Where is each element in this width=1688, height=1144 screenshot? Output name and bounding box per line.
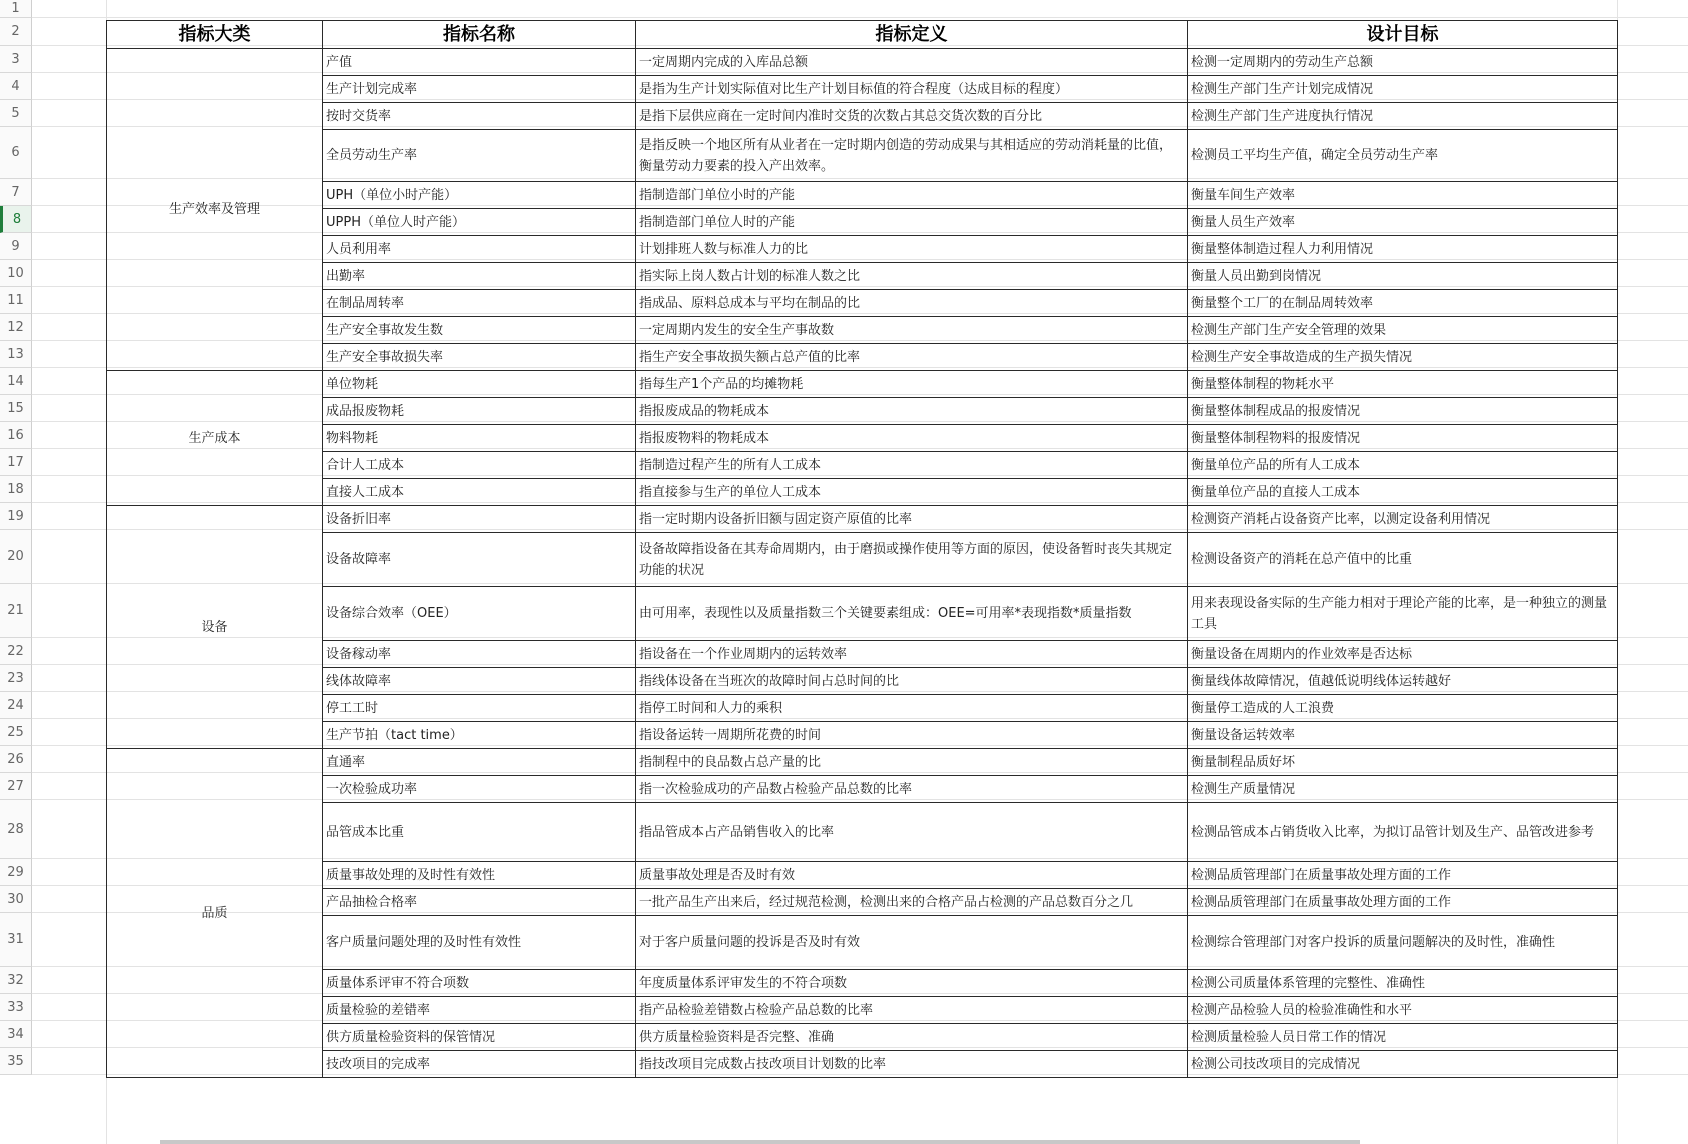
- table-row: [107, 889, 1618, 916]
- row-number[interactable]: 34: [0, 1021, 32, 1048]
- definition-cell[interactable]: 一定周期内发生的安全生产事故数: [636, 317, 1188, 344]
- design-goal-cell[interactable]: 检测一定周期内的劳动生产总额: [1188, 49, 1618, 76]
- row-number[interactable]: 31: [0, 913, 32, 967]
- definition-cell[interactable]: 对于客户质量问题的投诉是否及时有效: [636, 916, 1188, 970]
- row-number[interactable]: 17: [0, 449, 32, 476]
- table-row: [107, 236, 1618, 263]
- design-goal-cell[interactable]: 检测生产安全事故造成的生产损失情况: [1188, 344, 1618, 371]
- table-row: [107, 452, 1618, 479]
- table-row: [107, 1051, 1618, 1078]
- table-row: [107, 997, 1618, 1024]
- definition-cell[interactable]: 指制造部门单位小时的产能: [636, 182, 1188, 209]
- table-row: [107, 970, 1618, 997]
- table-row: [107, 695, 1618, 722]
- design-goal-cell[interactable]: 检测生产部门生产计划完成情况: [1188, 76, 1618, 103]
- definition-cell[interactable]: 指每生产1个产品的均摊物耗: [636, 371, 1188, 398]
- row-number[interactable]: 9: [0, 233, 32, 260]
- design-goal-cell[interactable]: 衡量人员生产效率: [1188, 209, 1618, 236]
- design-goal-cell[interactable]: 检测综合管理部门对客户投诉的质量问题解决的及时性，准确性: [1188, 916, 1618, 970]
- indicator-name-cell[interactable]: 质量检验的差错率: [323, 997, 636, 1024]
- indicator-name-cell[interactable]: UPH（单位小时产能）: [323, 182, 636, 209]
- indicator-name-cell[interactable]: 出勤率: [323, 263, 636, 290]
- design-goal-cell[interactable]: 检测品管成本占销货收入比率，为拟订品管计划及生产、品管改进参考: [1188, 803, 1618, 862]
- design-goal-cell[interactable]: 衡量设备在周期内的作业效率是否达标: [1188, 641, 1618, 668]
- definition-cell[interactable]: 一定周期内完成的入库品总额: [636, 49, 1188, 76]
- indicator-name-cell[interactable]: 人员利用率: [323, 236, 636, 263]
- design-goal-cell[interactable]: 衡量整体制程的物耗水平: [1188, 371, 1618, 398]
- indicator-name-cell[interactable]: 客户质量问题处理的及时性有效性: [323, 916, 636, 970]
- design-goal-cell[interactable]: 衡量设备运转效率: [1188, 722, 1618, 749]
- indicator-name-cell[interactable]: 设备稼动率: [323, 641, 636, 668]
- header-category[interactable]: 指标大类: [107, 21, 323, 49]
- row-number[interactable]: 7: [0, 179, 32, 206]
- table-row: [107, 862, 1618, 889]
- definition-cell[interactable]: 指成品、原料总成本与平均在制品的比: [636, 290, 1188, 317]
- design-goal-cell[interactable]: 检测生产部门生产安全管理的效果: [1188, 317, 1618, 344]
- row-number[interactable]: 32: [0, 967, 32, 994]
- row-number[interactable]: 4: [0, 73, 32, 100]
- indicator-name-cell[interactable]: 供方质量检验资料的保管情况: [323, 1024, 636, 1051]
- design-goal-cell[interactable]: 检测品质管理部门在质量事故处理方面的工作: [1188, 862, 1618, 889]
- design-goal-cell[interactable]: 检测品质管理部门在质量事故处理方面的工作: [1188, 889, 1618, 916]
- table-row: [107, 722, 1618, 749]
- table-row: [107, 668, 1618, 695]
- row-number[interactable]: 1: [0, 0, 32, 18]
- row-number[interactable]: 22: [0, 638, 32, 665]
- indicator-name-cell[interactable]: 单位物耗: [323, 371, 636, 398]
- definition-cell[interactable]: 指技改项目完成数占技改项目计划数的比率: [636, 1051, 1188, 1078]
- design-goal-cell[interactable]: 检测生产质量情况: [1188, 776, 1618, 803]
- row-number[interactable]: 30: [0, 886, 32, 913]
- table-row: [107, 398, 1618, 425]
- indicator-name-cell[interactable]: 直通率: [323, 749, 636, 776]
- definition-cell[interactable]: 指制造部门单位人时的产能: [636, 209, 1188, 236]
- table-row: [107, 49, 1618, 76]
- row-number[interactable]: 20: [0, 530, 32, 584]
- definition-cell[interactable]: 质量事故处理是否及时有效: [636, 862, 1188, 889]
- row-number[interactable]: 2: [0, 18, 32, 46]
- indicator-name-cell[interactable]: 产品抽检合格率: [323, 889, 636, 916]
- table-row: [107, 776, 1618, 803]
- design-goal-cell[interactable]: 用来表现设备实际的生产能力相对于理论产能的比率，是一种独立的测量工具: [1188, 587, 1618, 641]
- indicator-name-cell[interactable]: 质量体系评审不符合项数: [323, 970, 636, 997]
- definition-cell[interactable]: 指生产安全事故损失额占总产值的比率: [636, 344, 1188, 371]
- row-number[interactable]: 25: [0, 719, 32, 746]
- category-cell[interactable]: 生产效率及管理: [107, 49, 323, 371]
- indicator-name-cell[interactable]: 合计人工成本: [323, 452, 636, 479]
- table-row: [107, 263, 1618, 290]
- indicator-name-cell[interactable]: 生产计划完成率: [323, 76, 636, 103]
- indicator-name-cell[interactable]: 技改项目的完成率: [323, 1051, 636, 1078]
- indicator-name-cell[interactable]: 成品报废物耗: [323, 398, 636, 425]
- design-goal-cell[interactable]: 衡量车间生产效率: [1188, 182, 1618, 209]
- indicator-name-cell[interactable]: 设备综合效率（OEE）: [323, 587, 636, 641]
- definition-cell[interactable]: 指制程中的良品数占总产量的比: [636, 749, 1188, 776]
- definition-cell[interactable]: 是指下层供应商在一定时间内准时交货的次数占其总交货次数的百分比: [636, 103, 1188, 130]
- definition-cell[interactable]: 指一定时期内设备折旧额与固定资产原值的比率: [636, 506, 1188, 533]
- indicator-name-cell[interactable]: 线体故障率: [323, 668, 636, 695]
- definition-cell[interactable]: 指设备运转一周期所花费的时间: [636, 722, 1188, 749]
- definition-cell[interactable]: 指报废物料的物耗成本: [636, 425, 1188, 452]
- table-row: [107, 533, 1618, 587]
- indicator-name-cell[interactable]: 质量事故处理的及时性有效性: [323, 862, 636, 889]
- table-row: [107, 103, 1618, 130]
- row-number[interactable]: 6: [0, 127, 32, 179]
- design-goal-cell[interactable]: 衡量制程品质好坏: [1188, 749, 1618, 776]
- indicator-name-cell[interactable]: 生产安全事故损失率: [323, 344, 636, 371]
- row-number[interactable]: 19: [0, 503, 32, 530]
- design-goal-cell[interactable]: 衡量整体制程成品的报废情况: [1188, 398, 1618, 425]
- indicator-name-cell[interactable]: 直接人工成本: [323, 479, 636, 506]
- row-number[interactable]: 8: [0, 206, 32, 233]
- table-row: [107, 317, 1618, 344]
- table-row: [107, 1024, 1618, 1051]
- indicator-name-cell[interactable]: UPPH（单位人时产能）: [323, 209, 636, 236]
- header-indicator-definition[interactable]: 指标定义: [636, 21, 1188, 49]
- indicator-name-cell[interactable]: 设备故障率: [323, 533, 636, 587]
- design-goal-cell[interactable]: 衡量线体故障情况，值越低说明线体运转越好: [1188, 668, 1618, 695]
- definition-cell[interactable]: 供方质量检验资料是否完整、准确: [636, 1024, 1188, 1051]
- row-number[interactable]: 13: [0, 341, 32, 368]
- definition-cell[interactable]: 指线体设备在当班次的故障时间占总时间的比: [636, 668, 1188, 695]
- design-goal-cell[interactable]: 衡量单位产品的所有人工成本: [1188, 452, 1618, 479]
- row-number[interactable]: 28: [0, 800, 32, 859]
- indicator-name-cell[interactable]: 生产安全事故发生数: [323, 317, 636, 344]
- table-row: [107, 479, 1618, 506]
- table-row: [107, 506, 1618, 533]
- row-number[interactable]: 29: [0, 859, 32, 886]
- definition-cell[interactable]: 由可用率，表现性以及质量指数三个关键要素组成：OEE=可用率*表现指数*质量指数: [636, 587, 1188, 641]
- design-goal-cell[interactable]: 衡量停工造成的人工浪费: [1188, 695, 1618, 722]
- indicator-name-cell[interactable]: 按时交货率: [323, 103, 636, 130]
- indicator-name-cell[interactable]: 设备折旧率: [323, 506, 636, 533]
- definition-cell[interactable]: 计划排班人数与标准人力的比: [636, 236, 1188, 263]
- row-number[interactable]: 15: [0, 395, 32, 422]
- table-row: [107, 916, 1618, 970]
- indicator-name-cell[interactable]: 一次检验成功率: [323, 776, 636, 803]
- design-goal-cell[interactable]: 检测公司质量体系管理的完整性、准确性: [1188, 970, 1618, 997]
- definition-cell[interactable]: 指报废成品的物耗成本: [636, 398, 1188, 425]
- definition-cell[interactable]: 是指反映一个地区所有从业者在一定时期内创造的劳动成果与其相适应的劳动消耗量的比值，衡量劳动力要素的投入产出效率。: [636, 130, 1188, 182]
- row-number[interactable]: 18: [0, 476, 32, 503]
- row-number[interactable]: 16: [0, 422, 32, 449]
- row-number[interactable]: 23: [0, 665, 32, 692]
- design-goal-cell[interactable]: 检测员工平均生产值，确定全员劳动生产率: [1188, 130, 1618, 182]
- horizontal-scrollbar[interactable]: [160, 1140, 1360, 1144]
- table-row: [107, 182, 1618, 209]
- definition-cell[interactable]: 一批产品生产出来后，经过规范检测，检测出来的合格产品占检测的产品总数百分之几: [636, 889, 1188, 916]
- table-row: [107, 76, 1618, 103]
- row-number[interactable]: 21: [0, 584, 32, 638]
- indicator-name-cell[interactable]: 停工工时: [323, 695, 636, 722]
- design-goal-cell[interactable]: 衡量整体制造过程人力利用情况: [1188, 236, 1618, 263]
- row-number[interactable]: 24: [0, 692, 32, 719]
- definition-cell[interactable]: 指制造过程产生的所有人工成本: [636, 452, 1188, 479]
- table-row: [107, 803, 1618, 862]
- design-goal-cell[interactable]: 衡量整体制程物料的报废情况: [1188, 425, 1618, 452]
- table-row: [107, 749, 1618, 776]
- definition-cell[interactable]: 设备故障指设备在其寿命周期内，由于磨损或操作使用等方面的原因，使设备暂时丧失其规定功能的状况: [636, 533, 1188, 587]
- row-number[interactable]: 10: [0, 260, 32, 287]
- definition-cell[interactable]: 指直接参与生产的单位人工成本: [636, 479, 1188, 506]
- row-number[interactable]: 33: [0, 994, 32, 1021]
- design-goal-cell[interactable]: 检测公司技改项目的完成情况: [1188, 1051, 1618, 1078]
- definition-cell[interactable]: 指停工时间和人力的乘积: [636, 695, 1188, 722]
- row-number[interactable]: 11: [0, 287, 32, 314]
- table-row: [107, 130, 1618, 182]
- row-gridline: [32, 17, 1688, 18]
- design-goal-cell[interactable]: 检测资产消耗占设备资产比率，以测定设备利用情况: [1188, 506, 1618, 533]
- category-cell[interactable]: 设备: [107, 506, 323, 749]
- row-number[interactable]: 14: [0, 368, 32, 395]
- row-number[interactable]: 5: [0, 100, 32, 127]
- design-goal-cell[interactable]: 衡量人员出勤到岗情况: [1188, 263, 1618, 290]
- indicator-name-cell[interactable]: 生产节拍（tact time）: [323, 722, 636, 749]
- definition-cell[interactable]: 指设备在一个作业周期内的运转效率: [636, 641, 1188, 668]
- row-number[interactable]: 3: [0, 46, 32, 73]
- table-row: [107, 641, 1618, 668]
- table-row: [107, 587, 1618, 641]
- table-row: [107, 425, 1618, 452]
- row-number[interactable]: 12: [0, 314, 32, 341]
- design-goal-cell[interactable]: 检测设备资产的消耗在总产值中的比重: [1188, 533, 1618, 587]
- definition-cell[interactable]: 指品管成本占产品销售收入的比率: [636, 803, 1188, 862]
- indicator-name-cell[interactable]: 在制品周转率: [323, 290, 636, 317]
- row-number[interactable]: 27: [0, 773, 32, 800]
- design-goal-cell[interactable]: 检测生产部门生产进度执行情况: [1188, 103, 1618, 130]
- indicator-name-cell[interactable]: 全员劳动生产率: [323, 130, 636, 182]
- design-goal-cell[interactable]: 检测质量检验人员日常工作的情况: [1188, 1024, 1618, 1051]
- header-design-goal[interactable]: 设计目标: [1188, 21, 1618, 49]
- indicator-name-cell[interactable]: 物料物耗: [323, 425, 636, 452]
- table-row: [107, 290, 1618, 317]
- table-row: [107, 344, 1618, 371]
- indicator-name-cell[interactable]: 品管成本比重: [323, 803, 636, 862]
- definition-cell[interactable]: 是指为生产计划实际值对比生产计划目标值的符合程度（达成目标的程度）: [636, 76, 1188, 103]
- definition-cell[interactable]: 指产品检验差错数占检验产品总数的比率: [636, 997, 1188, 1024]
- indicator-table: [106, 20, 1618, 1078]
- row-number[interactable]: 26: [0, 746, 32, 773]
- design-goal-cell[interactable]: 衡量单位产品的直接人工成本: [1188, 479, 1618, 506]
- table-row: [107, 371, 1618, 398]
- definition-cell[interactable]: 年度质量体系评审发生的不符合项数: [636, 970, 1188, 997]
- row-number[interactable]: 35: [0, 1048, 32, 1075]
- definition-cell[interactable]: 指一次检验成功的产品数占检验产品总数的比率: [636, 776, 1188, 803]
- definition-cell[interactable]: 指实际上岗人数占计划的标准人数之比: [636, 263, 1188, 290]
- indicator-name-cell[interactable]: 产值: [323, 49, 636, 76]
- category-cell[interactable]: 品质: [107, 749, 323, 1078]
- header-row: [107, 21, 1618, 49]
- category-cell[interactable]: 生产成本: [107, 371, 323, 506]
- design-goal-cell[interactable]: 衡量整个工厂的在制品周转效率: [1188, 290, 1618, 317]
- table-row: [107, 209, 1618, 236]
- header-indicator-name[interactable]: 指标名称: [323, 21, 636, 49]
- design-goal-cell[interactable]: 检测产品检验人员的检验准确性和水平: [1188, 997, 1618, 1024]
